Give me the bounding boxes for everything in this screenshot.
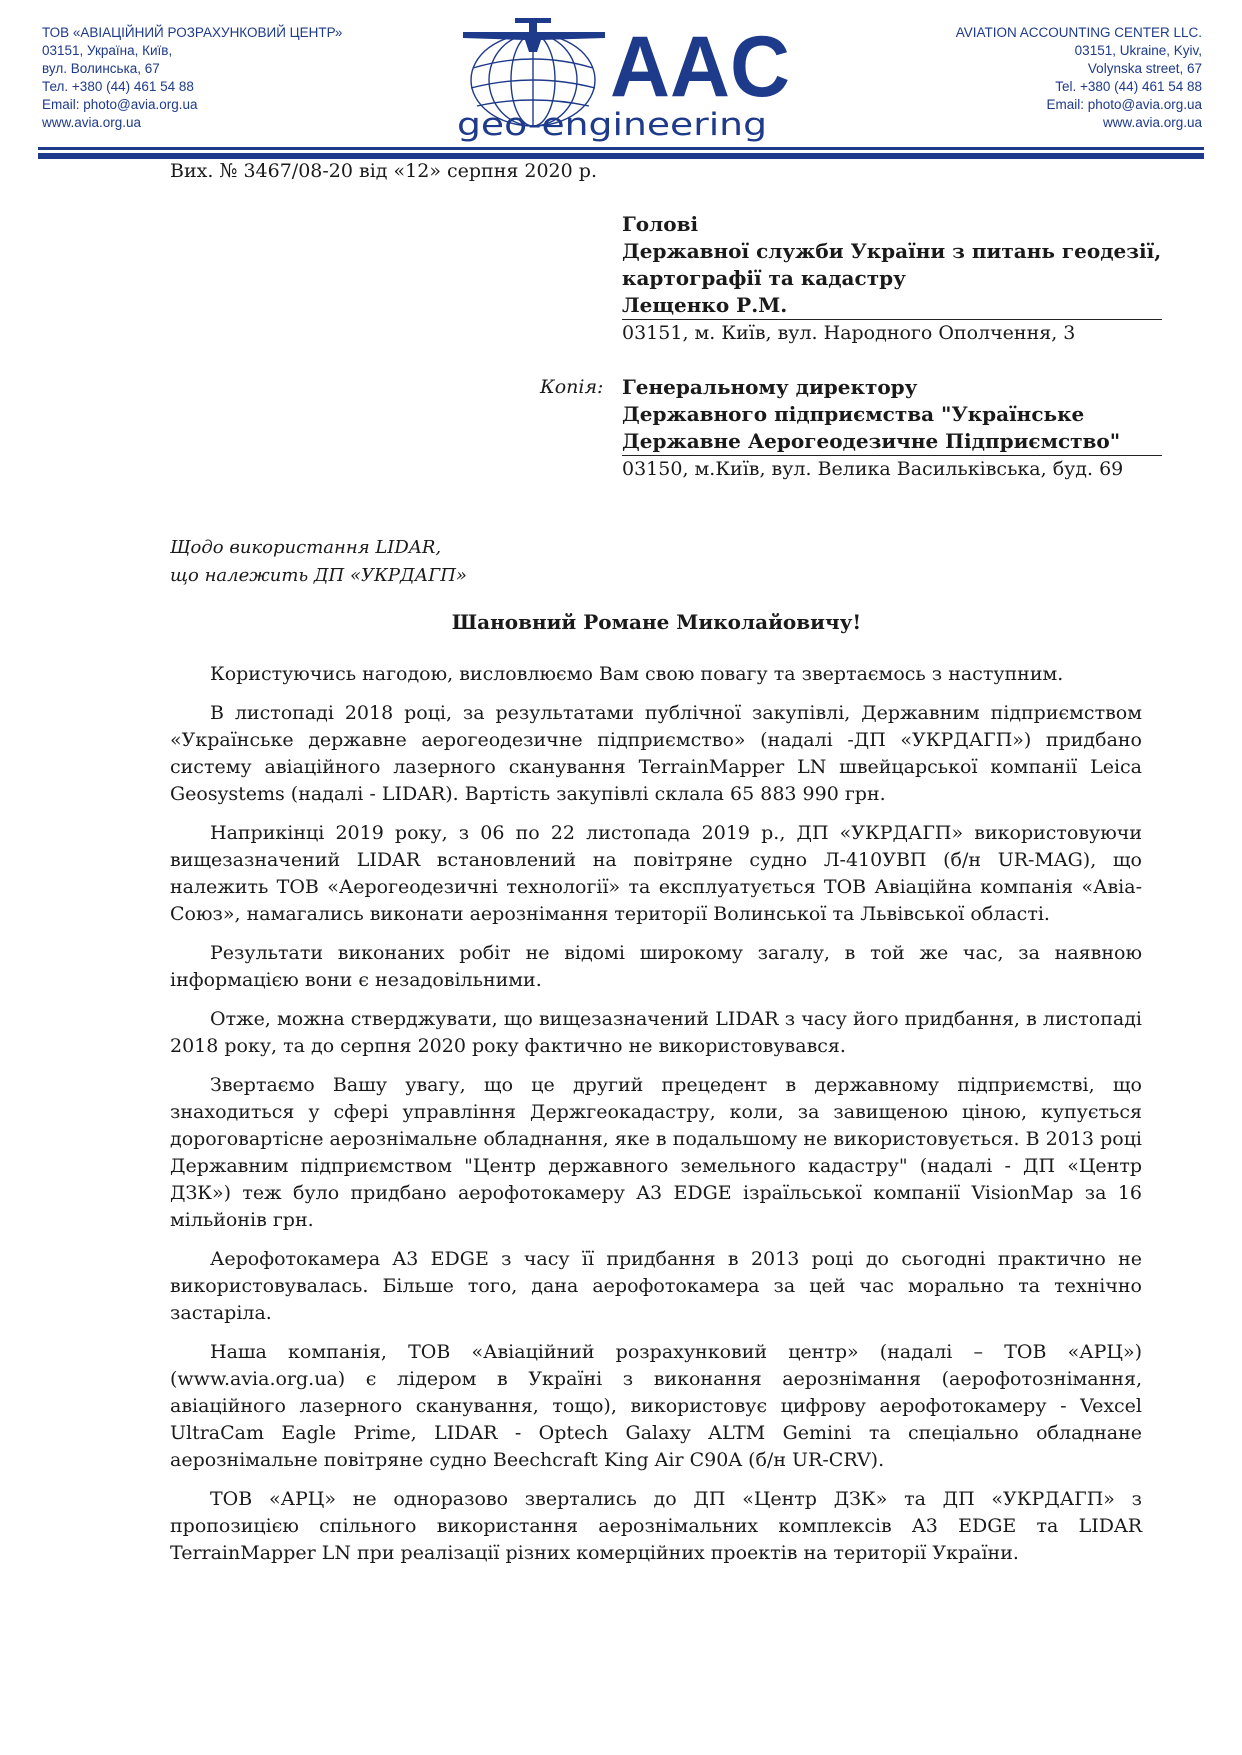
logo-tagline: geo-engineering <box>457 107 767 143</box>
body-paragraph: Результати виконаних робіт не відомі широкому загалу, в той же час, за наявною інформацією вони є незадовільними. <box>170 942 1142 991</box>
address-line-ua: 03151, Україна, Київ, <box>42 43 173 58</box>
letterhead-right <box>956 24 1202 132</box>
company-name-ua: ТОВ «АВІАЦІЙНИЙ РОЗРАХУНКОВИЙ ЦЕНТР» <box>42 25 343 40</box>
aac-logo <box>455 10 805 145</box>
email-ua: Email: photo@avia.org.ua <box>42 97 198 112</box>
subject-line: що належить ДП «УКРДАГП» <box>170 565 467 586</box>
salutation: Шановний Романе Миколайовичу! <box>451 610 862 634</box>
body-paragraph: В листопаді 2018 році, за результатами публічної закупівлі, Державним підприємством «Українське державне аерогеодезичне підприємство» (надалі -ДП «УКРДАГП») придбано систему авіаційного лазерного сканування TerrainMapper LN швейцарської компанії Leica Geosystems (надалі - LIDAR). Вартість закупівлі склала 65 883 990 грн. <box>170 702 1142 805</box>
body-paragraph: Користуючись нагодою, висловлюємо Вам свою повагу та звертаємось з наступним. <box>210 663 1064 685</box>
copy-label: Копія: <box>540 376 604 398</box>
company-name-en: AVIATION ACCOUNTING CENTER LLC. <box>955 25 1202 40</box>
address-line-en: 03151, Ukraine, Kyiv, <box>1074 43 1202 58</box>
addressee-line: картографії та кадастру <box>622 266 906 290</box>
letter-body <box>170 661 1142 1579</box>
email-en: Email: photo@avia.org.ua <box>1046 97 1202 112</box>
addressee-address: 03151, м. Київ, вул. Народного Ополчення, 3 <box>622 322 1076 344</box>
letter-subject <box>170 534 467 590</box>
street-en: Volynska street, 67 <box>1087 61 1202 76</box>
phone-en: Tel. +380 (44) 461 54 88 <box>1055 79 1202 94</box>
copy-recipient-address: 03150, м.Київ, вул. Велика Васильківська, буд. 69 <box>622 458 1124 480</box>
letterhead-left <box>42 24 342 132</box>
addressee-name: Лещенко Р.М. <box>622 292 1162 320</box>
body-paragraph: Звертаємо Вашу увагу, що це другий прецедент в державному підприємстві, що знаходиться у сфері управління Держгеокадастру, коли, за завищеною ціною, купується дороговартісне аерознімальне обладнання, яке в подальшому не використовується. В 2013 році Державним підприємством "Центр державного земельного кадастру" (надалі - ДП «Центр ДЗК») теж було придбано аерофотокамеру A3 EDGE ізраїльської компанії VisionMap за 16 мільйонів грн. <box>170 1074 1142 1231</box>
copy-recipient-line: Державного підприємства "Українське <box>622 402 1085 426</box>
website-en: www.avia.org.ua <box>1102 115 1202 130</box>
phone-ua: Тел. +380 (44) 461 54 88 <box>42 79 194 94</box>
body-paragraph: Аерофотокамера A3 EDGE з часу її придбання в 2013 році до сьогодні практично не використовувалась. Більше того, дана аерофотокамера за цей час морально та технічно застаріла. <box>170 1248 1142 1324</box>
letterhead-rule-thick <box>38 153 1204 159</box>
body-paragraph: Отже, можна стверджувати, що вищезазначений LIDAR з часу його придбання, в листопаді 2018 року, та до серпня 2020 року фактично не використовувався. <box>170 1008 1142 1057</box>
letterhead-rule-thin <box>38 147 1204 150</box>
website-ua: www.avia.org.ua <box>42 115 142 130</box>
body-paragraph: Наша компанія, ТОВ «Авіаційний розрахунковий центр» (надалі – ТОВ «АРЦ») (www.avia.org.ua) є лідером в Україні з виконання аерознімання (аерофотознімання, авіаційного лазерного сканування, тощо), використовує цифрову аерофотокамеру - Vexcel UltraCam Eagle Prime, LIDAR - Optech Galaxy ALTM Gemini та спеціально обладнане аерознімальне повітряне судно Beechcraft King Air C90A (б/н UR-CRV). <box>170 1341 1142 1471</box>
street-ua: вул. Волинська, 67 <box>42 61 160 76</box>
body-paragraph: ТОВ «АРЦ» не одноразово звертались до ДП «Центр ДЗК» та ДП «УКРДАГП» з пропозицією спільного використання аерознімальних комплексів A3 EDGE та LIDAR TerrainMapper LN при реалізації різних комерційних проектів на території України. <box>170 1488 1142 1564</box>
outgoing-reference: Вих. № 3467/08-20 від «12» серпня 2020 р. <box>170 160 597 182</box>
subject-line: Щодо використання LIDAR, <box>170 537 442 558</box>
copy-recipient-line: Генеральному директору <box>622 375 918 399</box>
body-paragraph: Наприкінці 2019 року, з 06 по 22 листопада 2019 р., ДП «УКРДАГП» використовуючи вищезазначений LIDAR встановлений на повітряне судно Л-410УВП (б/н UR-MAG), що належить ТОВ «Аерогеодезичні технології» та експлуатується ТОВ Авіаційна компанія «Авіа-Союз», намагались виконати аерознімання території Волинської та Львівської області. <box>170 822 1142 925</box>
logo-letters: AAC <box>610 19 790 115</box>
addressee-line: Державної служби України з питань геодезії, <box>622 239 1162 263</box>
addressee-block <box>622 211 1162 347</box>
copy-recipient-line: Державне Аерогеодезичне Підприємство" <box>622 428 1162 456</box>
addressee-line: Голові <box>622 212 699 236</box>
copy-recipient-block <box>622 374 1162 483</box>
